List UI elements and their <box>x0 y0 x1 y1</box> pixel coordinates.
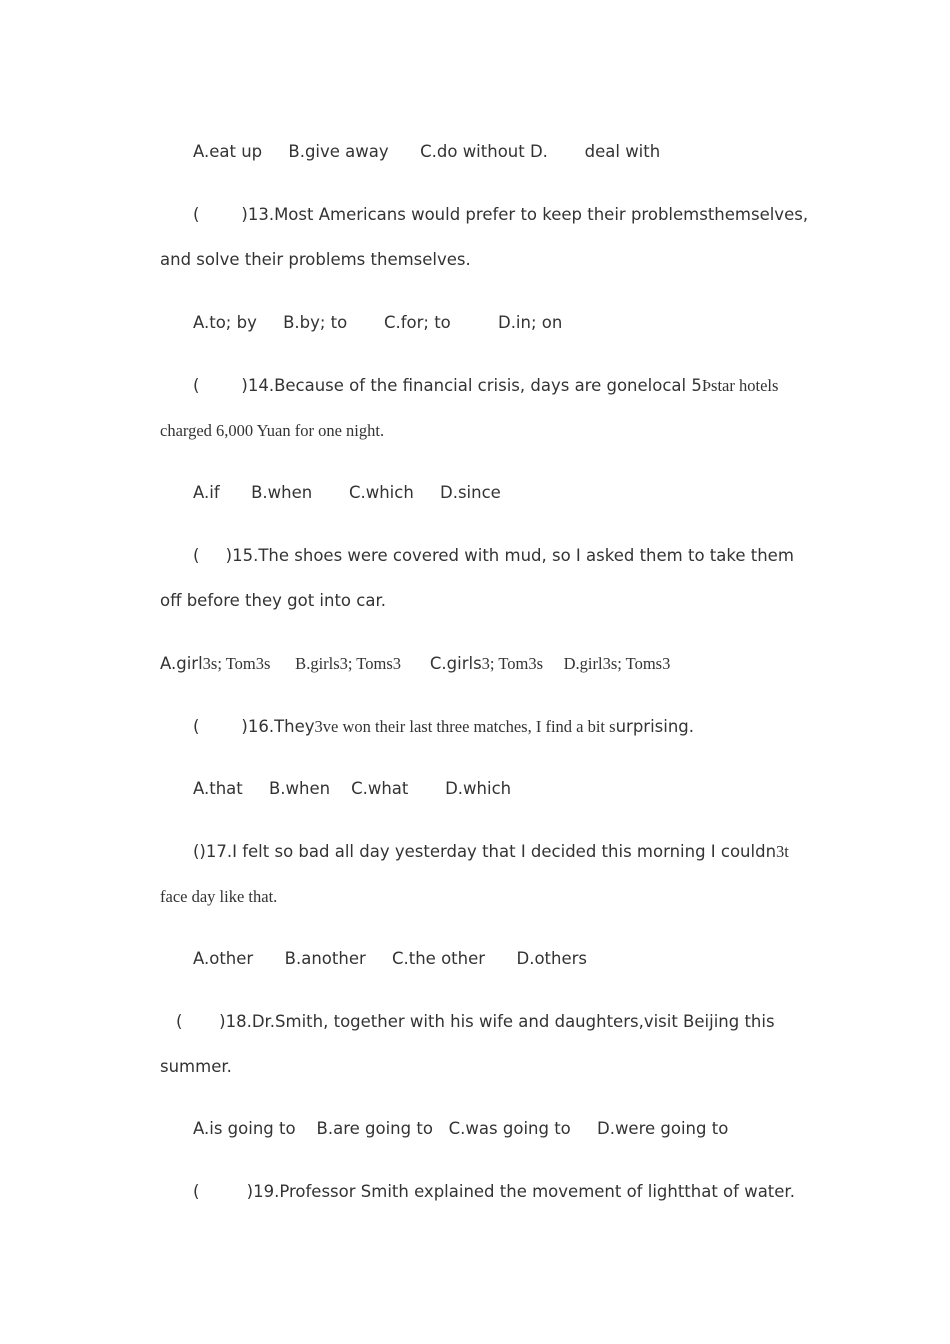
q13-options-line <box>177 299 562 348</box>
text-segment: urprising. <box>615 717 695 736</box>
q14-options-line <box>177 469 501 518</box>
text-segment: charged 6,000 Yuan for one night. <box>160 421 385 440</box>
text-segment: off before they got into car. <box>160 591 386 610</box>
text-segment: Þstar hotels <box>701 376 779 395</box>
q13-question-continuation <box>144 236 471 285</box>
text-segment: 3s; Tom3s B.girls3; Toms3 <box>202 654 430 673</box>
text-segment: ( )13.Most Americans would prefer to keep their problemsthemselves, <box>193 205 809 224</box>
text-segment: face day like that. <box>160 887 278 906</box>
q17-question-line <box>177 828 789 877</box>
text-segment: A.eat up B.give away C.do without D. deal with <box>193 142 661 161</box>
q17-question-continuation <box>144 873 277 922</box>
text-segment: 3ve won their last three matches, I find a bit s <box>314 717 616 736</box>
q15-question-continuation <box>144 577 386 626</box>
text-segment: A.to; by B.by; to C.for; to D.in; on <box>193 313 563 332</box>
text-segment: ()17.I felt so bad all day yesterday that I decided this morning I couldn <box>193 842 777 861</box>
q18-question-continuation <box>144 1043 232 1092</box>
q14-question-continuation <box>144 407 384 456</box>
text-segment: A.other B.another C.the other D.others <box>193 949 588 968</box>
q16-question-line <box>177 703 694 752</box>
q17-options-line <box>177 935 587 984</box>
q19-question-line <box>177 1168 795 1217</box>
text-segment: ( )18.Dr.Smith, together with his wife and daughters,visit Beijing this <box>176 1012 775 1031</box>
text-segment: ( )16.They <box>193 717 315 736</box>
text-segment: 3t <box>776 842 789 861</box>
q18-options-line <box>177 1105 728 1154</box>
text-segment: ( )19.Professor Smith explained the movement of lightthat of water. <box>193 1182 795 1201</box>
text-segment: A.girl <box>160 654 203 673</box>
text-segment: A.that B.when C.what D.which <box>193 779 512 798</box>
q13-question-line <box>177 191 808 240</box>
q12-options-line <box>177 128 660 177</box>
text-segment: A.if B.when C.which D.since <box>193 483 501 502</box>
q15-options-line <box>144 640 670 689</box>
q18-question-line <box>160 998 775 1047</box>
text-segment: ( )15.The shoes were covered with mud, so I asked them to take them <box>193 546 794 565</box>
text-segment: C.girls <box>429 654 482 673</box>
text-segment: and solve their problems themselves. <box>160 250 471 269</box>
text-segment: A.is going to B.are going to C.was going to D.were going to <box>193 1119 729 1138</box>
q15-question-line <box>177 532 794 581</box>
text-segment: 3; Tom3s D.girl3s; Toms3 <box>481 654 671 673</box>
q16-options-line <box>177 765 511 814</box>
text-segment: summer. <box>160 1057 232 1076</box>
text-segment: ( )14.Because of the financial crisis, days are gonelocal 5 <box>193 376 702 395</box>
q14-question-line <box>177 362 778 411</box>
